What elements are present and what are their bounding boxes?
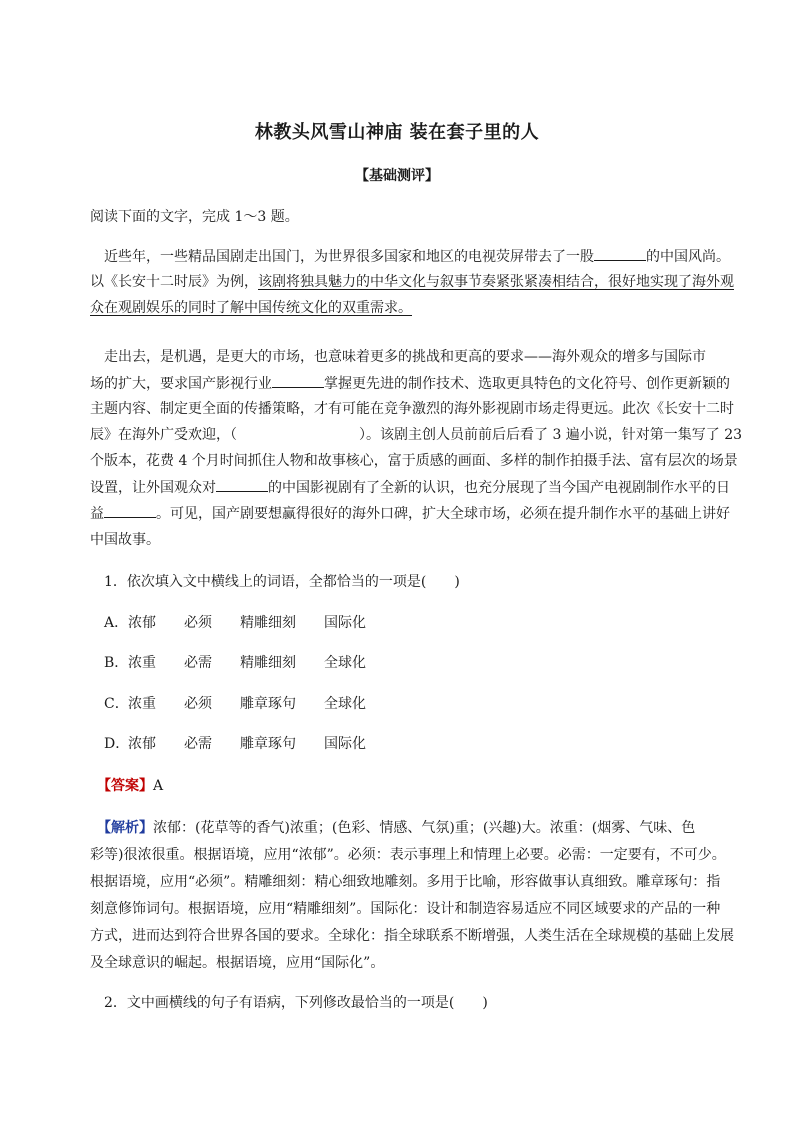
underlined-sentence: 该剧将独具魅力的中华文化与叙事节奏紧张紧凑相结合，很好地实现了海外观 xyxy=(258,274,734,290)
text-segment: 场的扩大，要求国产影视行业 xyxy=(90,376,272,392)
fill-blank xyxy=(216,477,268,492)
answer-value: A xyxy=(153,778,164,794)
text-segment: ）。该剧主创人员前前后后看了 3 遍小说，针对第一集写了 23 xyxy=(359,427,743,443)
option-letter: A． xyxy=(104,615,129,631)
analysis-line3: 根据语境，应用“必须”。精雕细刻：精心细致地雕刻。多用于比喻，形容做事认真细致。雕章琢句：指 xyxy=(90,874,721,890)
passage-p2-line5: 个版本，花费 4 个月时间抓住人物和故事核心，富于质感的画面、多样的制作拍摄手法、富有层次的场景 xyxy=(90,453,738,469)
option-word: 精雕细刻 xyxy=(240,655,296,671)
option-word: 必需 xyxy=(184,736,212,752)
option-word: 雕章琢句 xyxy=(240,696,296,712)
text-segment: 的中国风尚。 xyxy=(646,249,730,265)
option-word: 国际化 xyxy=(324,736,366,752)
option-word: 浓郁 xyxy=(128,736,156,752)
analysis-line1 xyxy=(97,818,727,838)
analysis-text: 浓郁：(花草等的香气)浓重；(色彩、情感、气氛)重；(兴趣)大。浓重：(烟雾、气味、色 xyxy=(153,820,696,836)
fill-blank xyxy=(104,503,156,518)
option-letter: D． xyxy=(104,736,130,752)
analysis-line5: 方式，进而达到符合世界各国的要求。全球化：指全球联系不断增强，人类生活在全球规模的基础上发展 xyxy=(90,928,734,944)
text-segment: 以《长安十二时辰》为例， xyxy=(90,274,258,290)
passage-p2-line6 xyxy=(90,477,730,498)
question-1: 1．依次填入文中横线上的词语，全都恰当的一项是( ) xyxy=(104,574,460,590)
option-word: 浓重 xyxy=(128,696,156,712)
option-b xyxy=(104,653,366,673)
option-c xyxy=(104,694,366,714)
analysis-line6: 及全球意识的崛起。根据语境，应用“国际化”。 xyxy=(90,955,385,971)
option-word: 浓重 xyxy=(128,655,156,671)
passage-p2-line8: 中国故事。 xyxy=(90,532,160,548)
passage-p1-line2 xyxy=(90,272,734,292)
analysis-line4: 刻意修饰词句。根据语境，应用“精雕细刻”。国际化：设计和制造容易适应不同区域要求的产品的一种 xyxy=(90,901,721,917)
text-segment: 设置，让外国观众对 xyxy=(90,480,216,496)
passage-p2-line2 xyxy=(90,373,730,394)
fill-blank xyxy=(272,373,324,388)
passage-p2-line7 xyxy=(90,503,730,524)
underlined-sentence: 众在观剧娱乐的同时了解中国传统文化的双重需求。 xyxy=(90,300,412,316)
option-word: 必需 xyxy=(184,655,212,671)
option-word: 浓郁 xyxy=(128,615,156,631)
page-title: 林教头风雪山神庙 装在套子里的人 xyxy=(254,122,540,143)
option-word: 雕章琢句 xyxy=(240,736,296,752)
instruction: 阅读下面的文字，完成 1～3 题。 xyxy=(90,209,299,225)
analysis-label: 【解析】 xyxy=(97,820,153,836)
answer-label: 【答案】 xyxy=(97,778,153,794)
option-word: 全球化 xyxy=(324,696,366,712)
question-2: 2．文中画横线的句子有语病，下列修改最恰当的一项是( ) xyxy=(104,995,488,1011)
text-segment: 辰》在海外广受欢迎，（ xyxy=(90,427,237,443)
fill-blank xyxy=(594,246,646,261)
text-segment: 的中国影视剧有了全新的认识，也充分展现了当今国产电视剧制作水平的日 xyxy=(268,480,730,496)
option-word: 必须 xyxy=(184,615,212,631)
text-segment: 。可见，国产剧要想赢得很好的海外口碑，扩大全球市场，必须在提升制作水平的基础上讲好 xyxy=(156,506,730,522)
option-word: 国际化 xyxy=(324,615,366,631)
option-d xyxy=(104,734,366,754)
passage-p1-line1 xyxy=(104,246,734,267)
text-segment: 近些年，一些精品国剧走出国门，为世界很多国家和地区的电视荧屏带去了一股 xyxy=(104,249,594,265)
answer-line xyxy=(97,776,727,796)
passage-p2-line3: 主题内容、制定更全面的传播策略，才有可能在竞争激烈的海外影视剧市场走得更远。此次《长安十二时 xyxy=(90,401,734,417)
option-a xyxy=(104,613,366,633)
option-word: 必须 xyxy=(184,696,212,712)
passage-p2-line4 xyxy=(90,425,743,445)
option-word: 精雕细刻 xyxy=(240,615,296,631)
passage-p1-line3 xyxy=(90,298,720,318)
analysis-line2: 彩等)很浓很重。根据语境，应用“浓郁”。必须：表示事理上和情理上必要。必需：一定要有，不可少。 xyxy=(90,847,726,863)
option-letter: B． xyxy=(104,655,129,671)
option-word: 全球化 xyxy=(324,655,366,671)
text-segment: 益 xyxy=(90,506,104,522)
option-letter: C． xyxy=(104,696,129,712)
text-segment: 掌握更先进的制作技术、选取更具特色的文化符号、创作更新颖的 xyxy=(324,376,730,392)
section-label: 【基础测评】 xyxy=(355,168,439,184)
passage-p2-line1: 走出去，是机遇，是更大的市场，也意味着更多的挑战和更高的要求——海外观众的增多与国际市 xyxy=(104,349,706,365)
